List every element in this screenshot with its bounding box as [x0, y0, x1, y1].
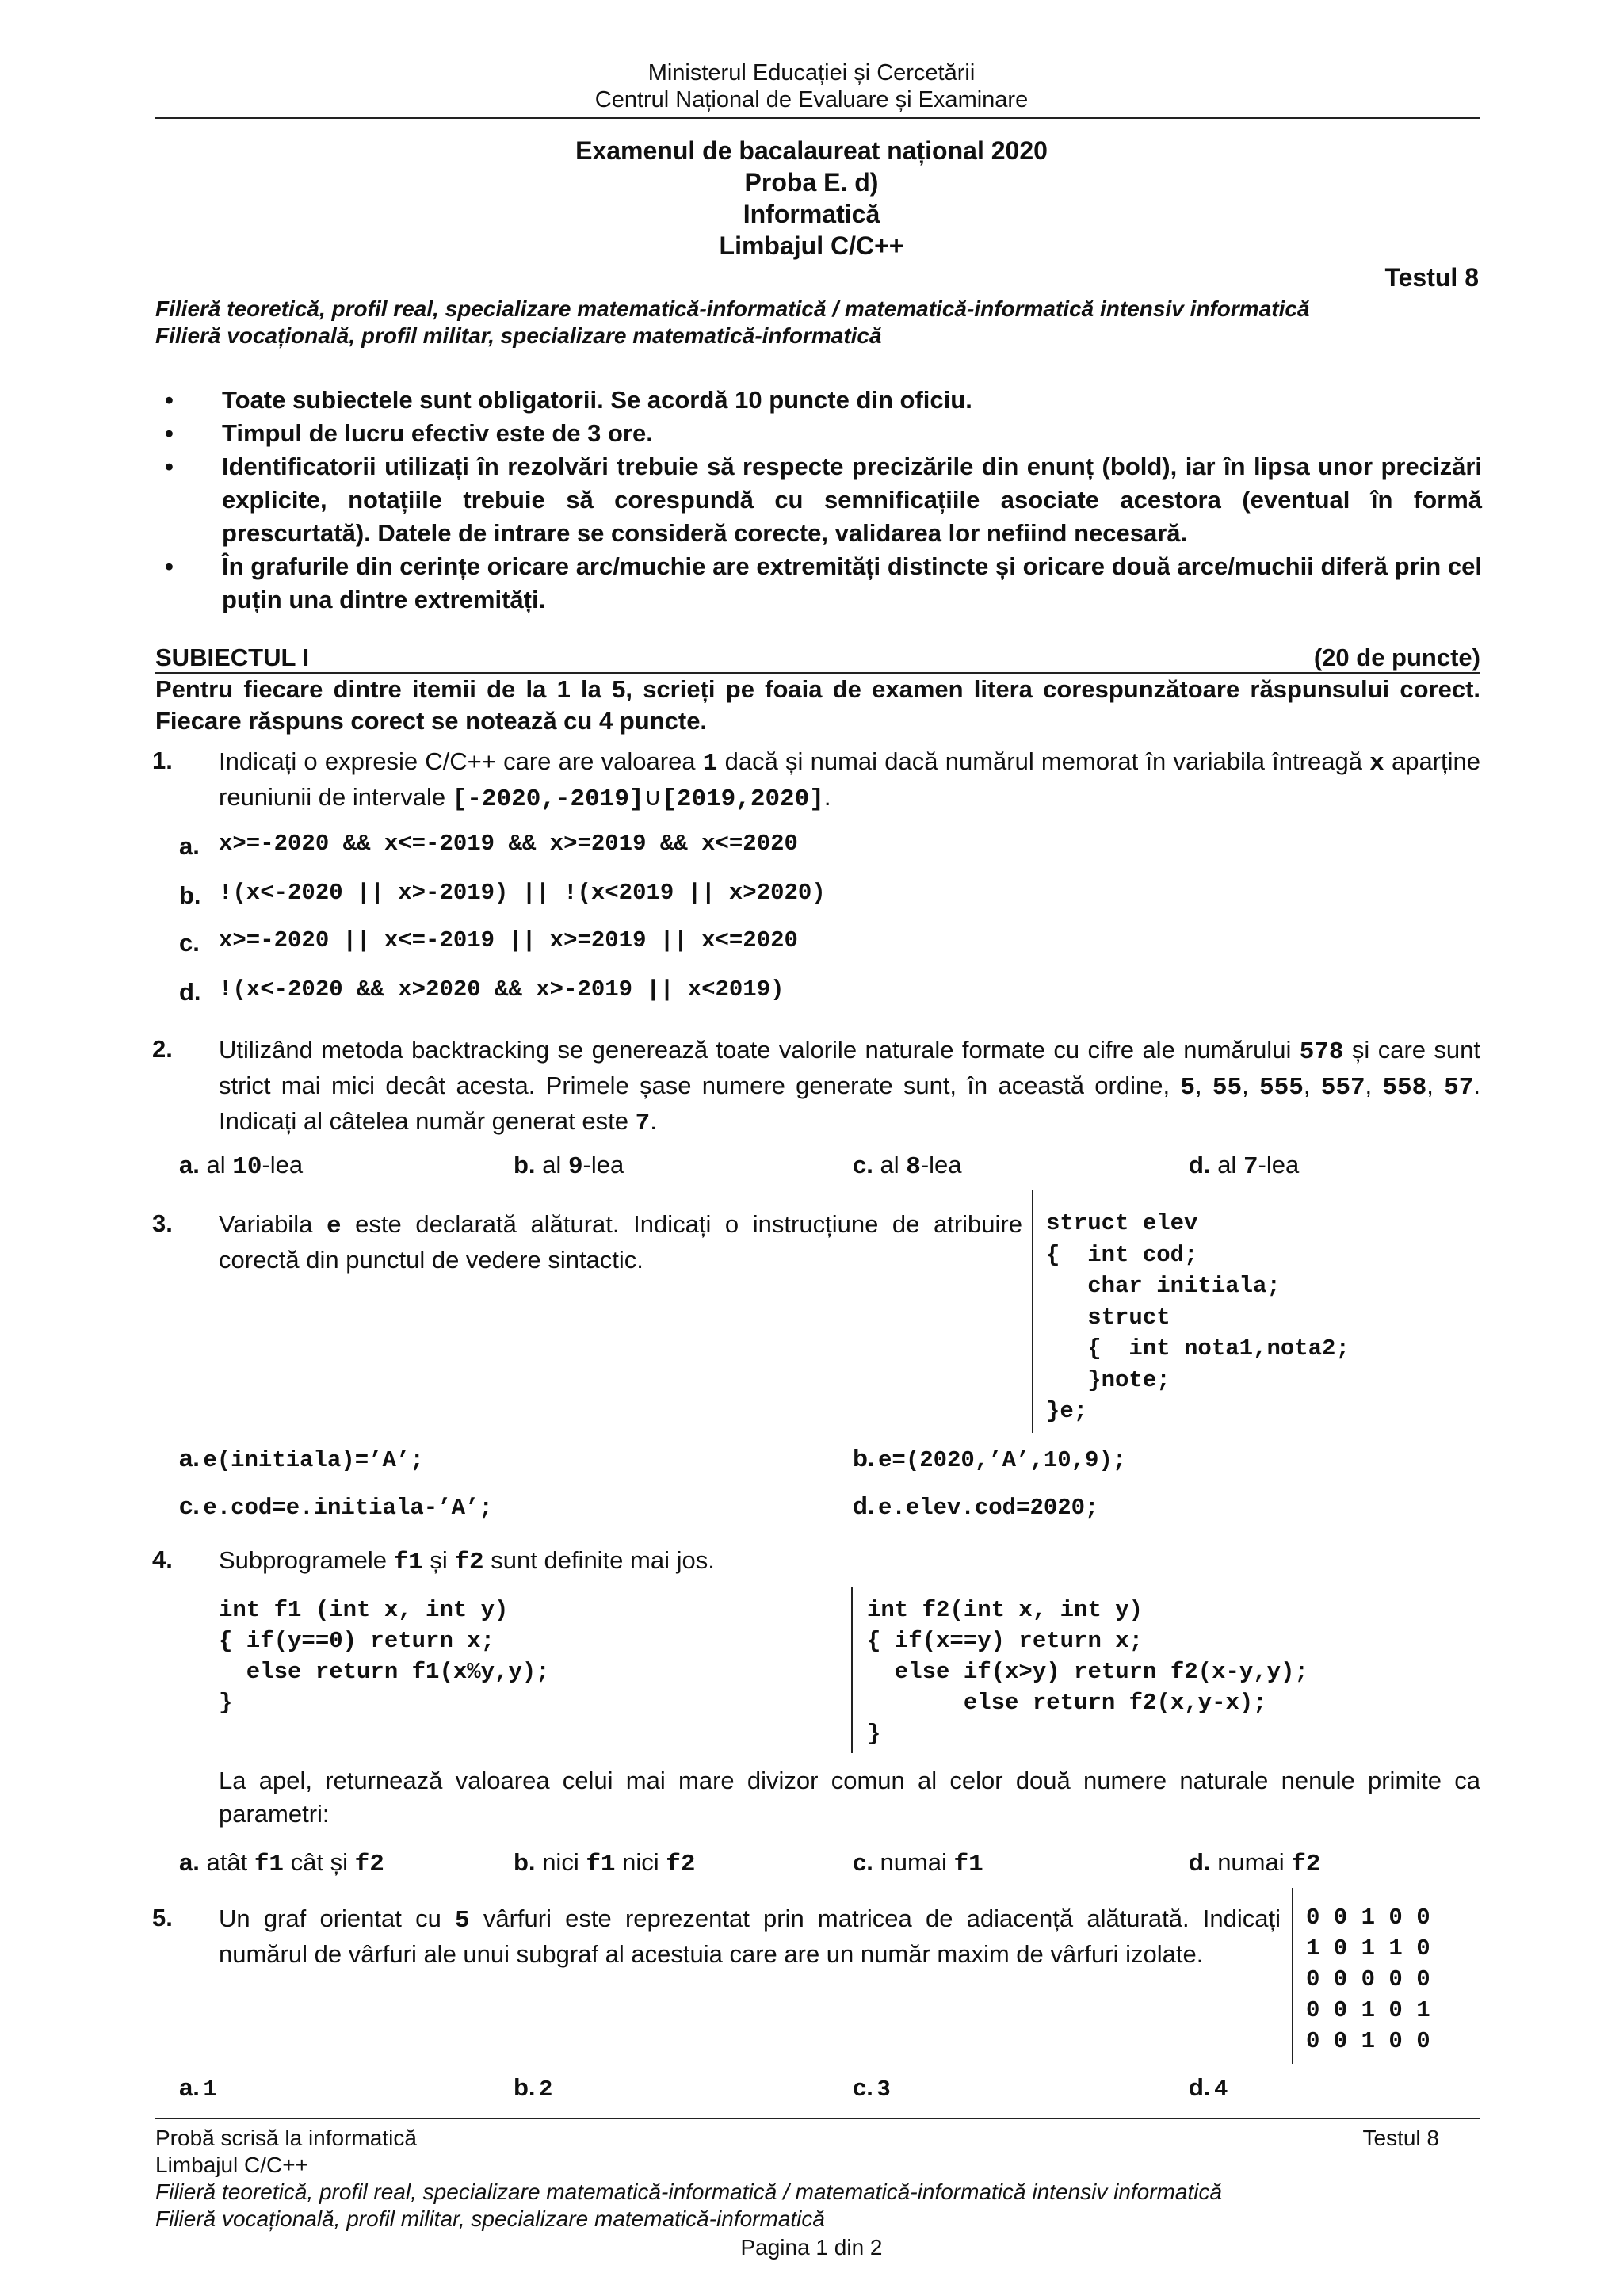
- option-d: d.: [179, 978, 201, 1006]
- subiect-points: (20 de puncte): [1313, 644, 1480, 671]
- option-d: d. e.elev.cod=2020;: [853, 1492, 1099, 1521]
- filiera-line-1: Filieră teoretică, profil real, specializare matematică-informatică / matematică-informatică intensiv informatică: [155, 296, 1310, 321]
- option-a: a. atât f1 cât și f2: [179, 1848, 384, 1878]
- question-followup: La apel, returnează valoarea celui mai mare divizor comun al celor două numere naturale nenule primite ca parametri:: [219, 1767, 1480, 1828]
- instruction-item: [158, 417, 1482, 450]
- code-line: else if(x>y) return f2(x-y,y);: [867, 1659, 1308, 1685]
- instruction-text: Timpul de lucru efectiv este de 3 ore.: [222, 419, 653, 447]
- option-c: c. e.cod=e.initiala-’A’;: [179, 1492, 493, 1521]
- page-number: Pagina 1 din 2: [740, 2235, 883, 2260]
- question-text: Utilizând metoda backtracking se generează toate valorile naturale formate cu cifre ale numărului 578 și care sunt strict mai mici decât acesta. Primele șase numere generate sunt, în această ordine, 5, 55, 555, 557, 558, 57. Indicați al câtelea număr generat este 7.: [219, 1036, 1481, 1137]
- f2-code-block: [867, 1595, 1308, 1749]
- question-text: Indicați o expresie C/C++ care are valoarea 1 dacă și numai dacă numărul memorat în variabila întreagă x aparține reuniunii de intervale [-2020,-2019]∪[2019,2020].: [219, 747, 1481, 813]
- option-a: a. 1: [179, 2073, 217, 2103]
- question-text: Un graf orientat cu 5 vârfuri este reprezentat prin matricea de adiacență alăturată. Indicați numărul de vârfuri ale unui subgraf al acestuia care are un număr maxim de vârfuri izolate.: [219, 1904, 1281, 1968]
- option-b: b. e=(2020,’A’,10,9);: [853, 1444, 1127, 1473]
- option-c-text: x>=-2020 || x<=-2019 || x>=2019 || x<=2020: [219, 927, 798, 953]
- matrix-row: 1 0 1 1 0: [1306, 1935, 1430, 1962]
- code-line: }note;: [1046, 1366, 1170, 1393]
- footer-line-2: Limbajul C/C++: [155, 2153, 308, 2177]
- code-line: }e;: [1046, 1398, 1088, 1424]
- exam-title: Examenul de bacalaureat național 2020: [575, 136, 1048, 165]
- question-number: 2.: [152, 1035, 173, 1063]
- exam-subject: Informatică: [743, 200, 880, 228]
- bullet-icon: •: [165, 552, 174, 580]
- option-a-text: x>=-2020 && x<=-2019 && x>=2019 && x<=2020: [219, 831, 798, 857]
- question-number: 3.: [152, 1209, 173, 1237]
- code-line: }: [867, 1721, 881, 1747]
- struct-code-block: [1046, 1208, 1350, 1427]
- code-divider: [1032, 1190, 1033, 1433]
- code-line: struct: [1046, 1304, 1170, 1331]
- instruction-text: Identificatorii utilizați în rezolvări trebuie să respecte precizările din enunț (bold), iar în lipsa unor precizări explicite, notațiile trebuie să corespundă cu semnificațiile asociate acestora (eventual în formă prescurtată). Datele de intrare se consideră corecte, validarea lor nefiind necesară.: [222, 453, 1482, 547]
- option-b-text: !(x<-2020 || x>-2019) || !(x<2019 || x>2020): [219, 880, 826, 906]
- code-line: int f2(int x, int y): [867, 1597, 1144, 1623]
- matrix-row: 0 0 0 0 0: [1306, 1966, 1430, 1992]
- instruction-item: [158, 450, 1482, 550]
- filiera-line-2: Filieră vocațională, profil militar, specializare matematică-informatică: [155, 323, 882, 348]
- footer-line-3: Filieră teoretică, profil real, specializare matematică-informatică / matematică-informatică intensiv informatică: [155, 2179, 1223, 2204]
- question-number: 4.: [152, 1545, 173, 1573]
- option-b: b. al 9-lea: [514, 1151, 624, 1181]
- matrix-divider: [1292, 1888, 1293, 2064]
- instruction-text: În grafurile din cerințe oricare arc/muchie are extremități distincte și oricare două arce/muchii diferă prin cel puțin una dintre extremități.: [222, 552, 1482, 613]
- instruction-text: Toate subiectele sunt obligatorii. Se acordă 10 puncte din oficiu.: [222, 386, 972, 414]
- bullet-icon: •: [165, 453, 174, 480]
- test-number: Testul 8: [1384, 263, 1479, 292]
- f1-code-block: [219, 1595, 550, 1718]
- instruction-item: [158, 550, 1482, 617]
- option-d: d. al 7-lea: [1189, 1151, 1300, 1181]
- footer-test-number: Testul 8: [1362, 2126, 1439, 2150]
- question-text: Variabila e este declarată alăturat. Indicați o instrucțiune de atribuire corectă din punctul de vedere sintactic.: [219, 1210, 1022, 1274]
- exam-proba: Proba E. d): [744, 168, 879, 197]
- matrix-row: 0 0 1 0 0: [1306, 2028, 1430, 2054]
- instruction-item: [158, 384, 1482, 417]
- question-number: 5.: [152, 1904, 173, 1931]
- code-line: { if(y==0) return x;: [219, 1628, 495, 1654]
- code-line: { if(x==y) return x;: [867, 1628, 1144, 1654]
- option-c: c. al 8-lea: [853, 1151, 962, 1181]
- exam-language: Limbajul C/C++: [719, 231, 904, 260]
- question-text: Subprogramele f1 și f2 sunt definite mai jos.: [219, 1546, 715, 1576]
- option-a: a. e(initiala)=’A’;: [179, 1444, 424, 1473]
- code-line: { int nota1,nota2;: [1046, 1335, 1350, 1362]
- footer-line-4: Filieră vocațională, profil militar, specializare matematică-informatică: [155, 2206, 825, 2231]
- code-line: struct elev: [1046, 1210, 1198, 1236]
- option-d: d. numai f2: [1189, 1848, 1321, 1878]
- matrix-row: 0 0 1 0 1: [1306, 1997, 1430, 2023]
- subiect-header: [155, 644, 1480, 674]
- bullet-icon: •: [165, 419, 174, 447]
- footer-line-1: Probă scrisă la informatică: [155, 2126, 417, 2150]
- ministry-name: Ministerul Educației și Cercetării: [647, 60, 976, 86]
- matrix-row: 0 0 1 0 0: [1306, 1904, 1430, 1931]
- option-b: b. 2: [514, 2073, 553, 2103]
- option-a: a.: [179, 832, 200, 860]
- option-d-text: !(x<-2020 && x>2020 && x>-2019 || x<2019): [219, 976, 785, 1003]
- code-line: { int cod;: [1046, 1241, 1198, 1268]
- bullet-icon: •: [165, 386, 174, 414]
- option-b: b. nici f1 nici f2: [514, 1848, 696, 1878]
- option-d: d. 4: [1189, 2073, 1228, 2103]
- header-divider: [155, 117, 1480, 119]
- footer-divider: [155, 2118, 1480, 2119]
- adjacency-matrix: [1306, 1902, 1430, 2057]
- code-line: else return f1(x%y,y);: [219, 1659, 550, 1685]
- option-a: a. al 10-lea: [179, 1151, 304, 1181]
- option-c: c. numai f1: [853, 1848, 983, 1878]
- option-c: c. 3: [853, 2073, 891, 2103]
- option-b: b.: [179, 881, 201, 909]
- option-c: c.: [179, 929, 200, 957]
- question-number: 1.: [152, 747, 173, 774]
- code-line: int f1 (int x, int y): [219, 1597, 509, 1623]
- code-divider: [851, 1587, 853, 1753]
- subiect-title: SUBIECTUL I: [155, 644, 310, 671]
- code-line: char initiala;: [1046, 1273, 1281, 1299]
- code-line: }: [219, 1690, 233, 1716]
- center-name: Centrul Național de Evaluare și Examinare: [594, 87, 1029, 113]
- code-line: else return f2(x,y-x);: [867, 1690, 1267, 1716]
- subiect-intro: Pentru fiecare dintre itemii de la 1 la 5, scrieți pe foaia de examen litera corespunzătoare răspunsului corect. Fiecare răspuns corect se notează cu 4 puncte.: [155, 675, 1480, 735]
